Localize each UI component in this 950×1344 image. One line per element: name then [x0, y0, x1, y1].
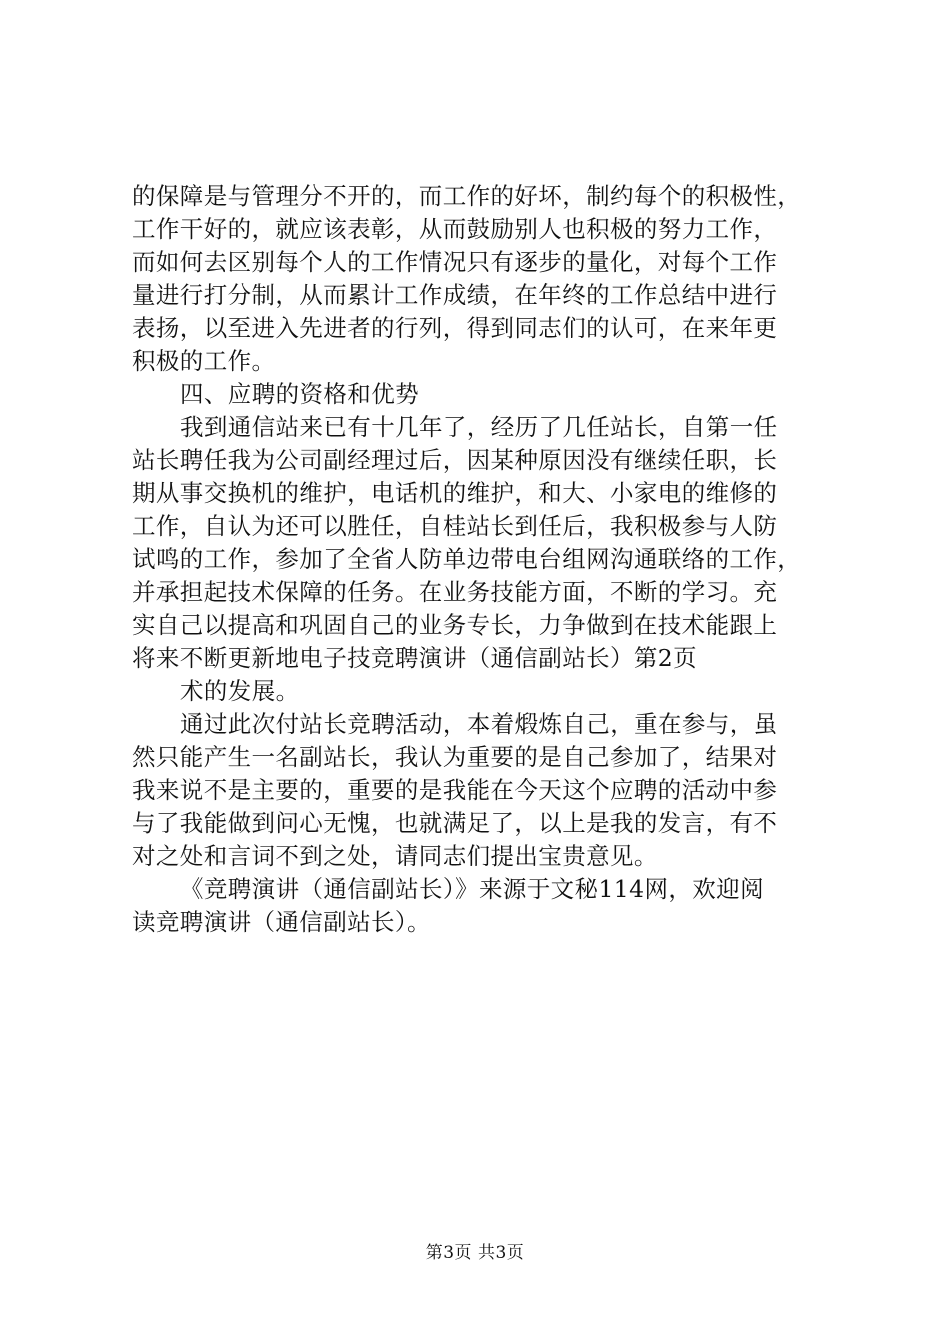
body-text-line: 对之处和言词不到之处，请同志们提出宝贵意见。: [132, 842, 658, 870]
body-text-line: 量进行打分制，从而累计工作成绩，在年终的工作总结中进行: [132, 281, 778, 309]
body-text-line: 而如何去区别每个人的工作情况只有逐步的量化，对每个工作: [132, 248, 778, 276]
section-heading: 四、应聘的资格和优势: [180, 380, 419, 408]
body-text-line: 期从事交换机的维护，电话机的维护，和大、小家电的维修的: [132, 479, 778, 507]
body-text-line: 术的发展。: [180, 677, 300, 705]
body-text-line: 与了我能做到问心无愧，也就满足了，以上是我的发言，有不: [132, 809, 778, 837]
body-text-line: 实自己以提高和巩固自己的业务专长，力争做到在技术能跟上: [132, 611, 778, 639]
body-text-line: 工作，自认为还可以胜任，自桂站长到任后，我积极参与人防: [132, 512, 778, 540]
body-text-line: 并承担起技术保障的任务。在业务技能方面，不断的学习。充: [132, 578, 778, 606]
body-text-line: 站长聘任我为公司副经理过后，因某种原因没有继续任职，长: [132, 446, 778, 474]
body-text-line: 然只能产生一名副站长，我认为重要的是自己参加了，结果对: [132, 743, 778, 771]
body-text-line: 我来说不是主要的，重要的是我能在今天这个应聘的活动中参: [132, 776, 778, 804]
body-text-line: 积极的工作。: [132, 347, 276, 375]
paragraph-first-line: 通过此次付站长竞聘活动，本着煅炼自己，重在参与，虽: [180, 710, 778, 738]
body-text-line: 将来不断更新地电子技竞聘演讲（通信副站长）第2页: [132, 644, 698, 672]
body-text-line: 工作干好的，就应该表彰，从而鼓励别人也积极的努力工作，: [132, 215, 778, 243]
body-text-line: 读竞聘演讲（通信副站长）。: [132, 908, 431, 936]
paragraph-first-line: 《竞聘演讲（通信副站长）》来源于文秘114网，欢迎阅: [180, 875, 765, 903]
body-text-line: 表扬，以至进入先进者的行列，得到同志们的认可，在来年更: [132, 314, 778, 342]
body-text-line: 试鸣的工作，参加了全省人防单边带电台组网沟通联络的工作，: [132, 545, 802, 573]
page-footer: 第3页 共3页: [425, 1243, 525, 1263]
paragraph-first-line: 我到通信站来已有十几年了，经历了几任站长，自第一任: [180, 413, 778, 441]
body-text-line: 的保障是与管理分不开的，而工作的好坏，制约每个的积极性，: [132, 182, 802, 210]
